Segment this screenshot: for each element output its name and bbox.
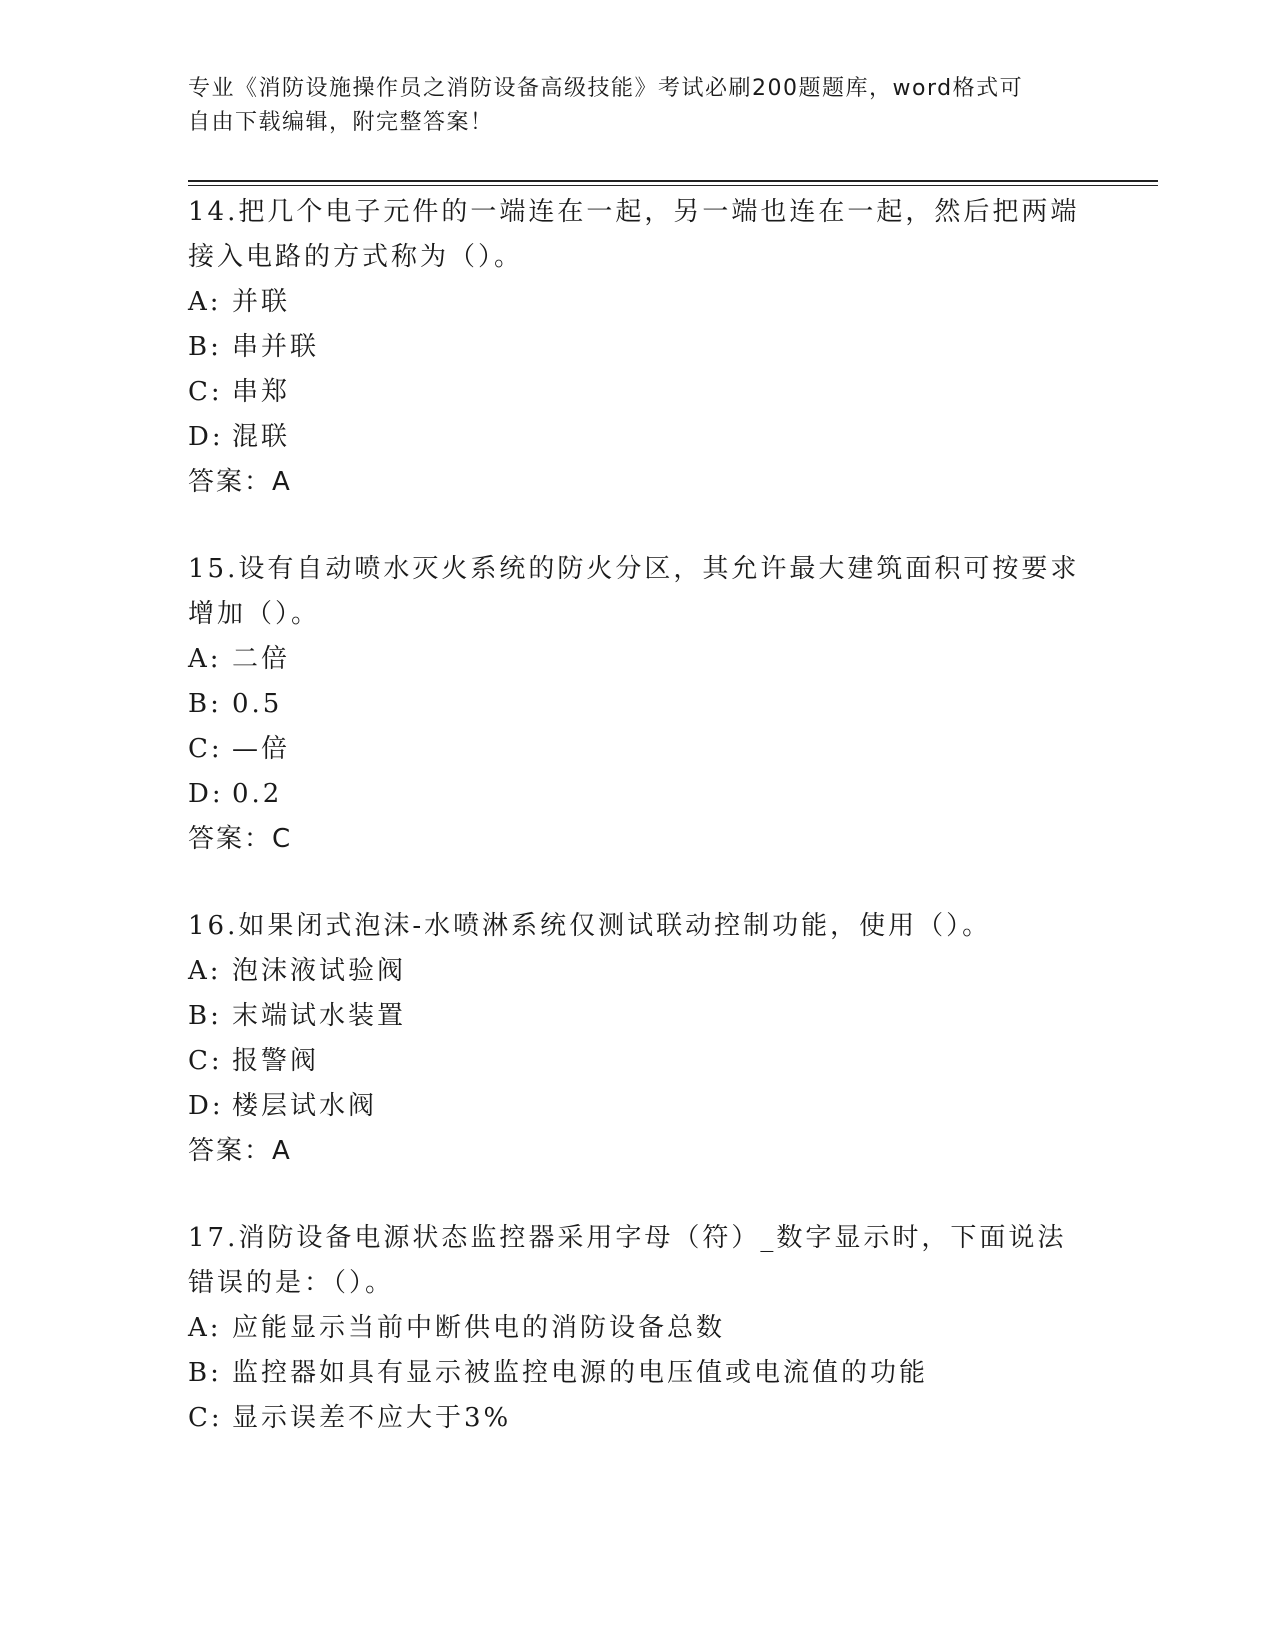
option-text: 并联 (232, 287, 291, 317)
option-letter: B: (188, 689, 222, 719)
option-text: 楼层试水阀 (232, 1091, 378, 1121)
option-text: 混联 (232, 422, 291, 452)
option-b (188, 325, 1108, 370)
option-text: 监控器如具有显示被监控电源的电压值或电流值的功能 (232, 1358, 929, 1388)
header-line-1: 专业《消防设施操作员之消防设备高级技能》考试必刷200题题库，word格式可 (188, 76, 1024, 101)
question-text-line-1: 把几个电子元件的一端连在一起，另一端也连在一起，然后把两端 (238, 197, 1080, 227)
question-stem (188, 1216, 1108, 1261)
option-text: 0.2 (232, 779, 283, 809)
option-letter: D: (188, 779, 224, 809)
option-text: 二倍 (232, 644, 291, 674)
option-letter: C: (188, 1403, 223, 1433)
option-letter: D: (188, 1091, 224, 1121)
document-header (188, 72, 1068, 140)
option-letter: A: (188, 956, 222, 986)
header-rule-thin (188, 185, 1158, 186)
option-text: —倍 (232, 734, 291, 764)
question-number: 14. (188, 197, 239, 227)
header-line-2: 自由下载编辑，附完整答案！ (188, 110, 494, 135)
option-text: 0.5 (232, 689, 283, 719)
answer-line: 答案：A (188, 1136, 292, 1166)
question-text-line-1: 如果闭式泡沫-水喷淋系统仅测试联动控制功能，使用（）。 (238, 911, 992, 941)
option-letter: C: (188, 734, 223, 764)
option-letter: D: (188, 422, 224, 452)
option-a (188, 949, 1108, 994)
option-text: 应能显示当前中断供电的消防设备总数 (232, 1313, 726, 1343)
question-text-line-1: 设有自动喷水灭火系统的防火分区，其允许最大建筑面积可按要求 (238, 554, 1080, 584)
option-letter: C: (188, 377, 223, 407)
option-a (188, 637, 1108, 682)
option-text: 显示误差不应大于3% (232, 1403, 512, 1433)
question-16 (188, 904, 1108, 1174)
question-text-line-2: 错误的是：（）。 (188, 1268, 395, 1298)
question-stem (188, 190, 1108, 235)
question-text-line-2: 增加（）。 (188, 599, 321, 629)
option-b (188, 994, 1108, 1039)
question-stem (188, 904, 1108, 949)
option-d (188, 772, 1108, 817)
question-14 (188, 190, 1108, 505)
answer-line: 答案：A (188, 467, 292, 497)
option-a (188, 1306, 1108, 1351)
question-17 (188, 1216, 1108, 1441)
answer-line: 答案：C (188, 824, 293, 854)
question-text-line-2: 接入电路的方式称为（）。 (188, 242, 524, 272)
option-text: 串并联 (232, 332, 320, 362)
option-c (188, 370, 1108, 415)
option-text: 串郑 (232, 377, 291, 407)
question-15 (188, 547, 1108, 862)
option-letter: B: (188, 1358, 222, 1388)
option-d (188, 1084, 1108, 1129)
question-number: 15. (188, 554, 239, 584)
option-c (188, 727, 1108, 772)
option-letter: C: (188, 1046, 223, 1076)
option-d (188, 415, 1108, 460)
option-text: 泡沫液试验阀 (232, 956, 407, 986)
header-rule-thick (188, 180, 1158, 182)
option-a (188, 280, 1108, 325)
option-c (188, 1396, 1108, 1441)
option-c (188, 1039, 1108, 1084)
option-b (188, 682, 1108, 727)
question-number: 16. (188, 911, 239, 941)
option-letter: B: (188, 332, 222, 362)
option-text: 报警阀 (232, 1046, 320, 1076)
option-letter: A: (188, 1313, 222, 1343)
option-text: 末端试水装置 (232, 1001, 407, 1031)
option-letter: A: (188, 644, 222, 674)
question-number: 17. (188, 1223, 239, 1253)
option-b (188, 1351, 1108, 1396)
question-text-line-1: 消防设备电源状态监控器采用字母（符）_数字显示时，下面说法 (238, 1223, 1067, 1253)
question-list (188, 190, 1108, 1483)
option-letter: A: (188, 287, 222, 317)
question-stem (188, 547, 1108, 592)
option-letter: B: (188, 1001, 222, 1031)
